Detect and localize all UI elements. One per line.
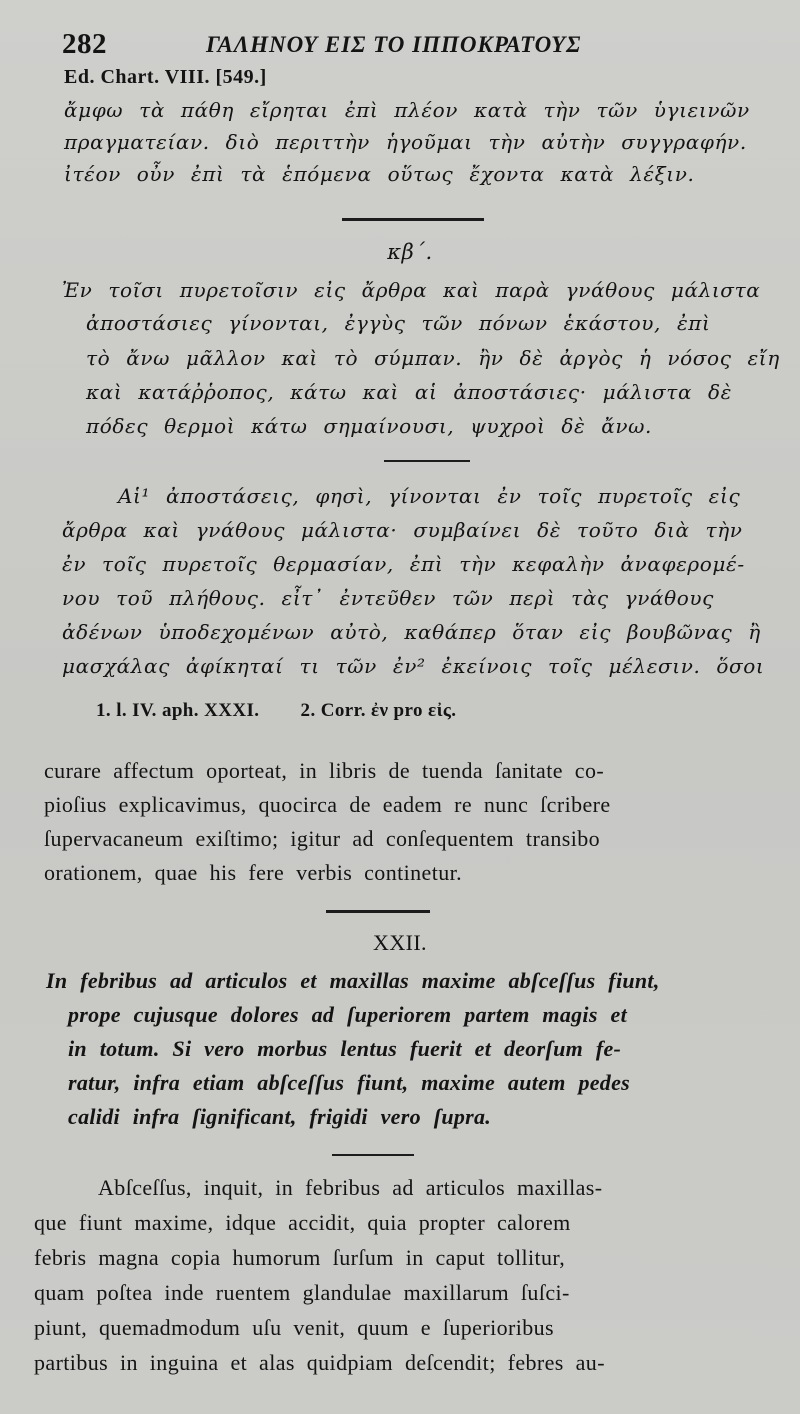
latin-commentary-line: partibus in inguina et alas quidpiam deſcendit; febres au- — [34, 1350, 605, 1375]
latin-intro-line: orationem, quae his fere verbis continetur. — [44, 860, 463, 885]
latin-intro-line: curare affectum oporteat, in libris de tuenda ſanitate co- — [44, 758, 605, 783]
greek-intro-paragraph — [64, 92, 770, 192]
greek-aphorism-line: πόδες θερμοὶ κάτω σημαίνουσι, ψυχροὶ δὲ ἄνω. — [86, 414, 653, 438]
greek-intro-line: ἰτέον οὖν ἐπὶ τὰ ἑπόμενα οὕτως ἔχοντα κατὰ λέξιν. — [64, 162, 695, 186]
greek-aphorism-line: καὶ κατάῤῥοπος, κάτω καὶ αἱ ἀποστάσιες· μάλιστα δὲ — [86, 380, 732, 404]
greek-intro-line: ἄμφω τὰ πάθη εἴρηται ἐπὶ πλέον κατὰ τὴν τῶν ὑγιεινῶν — [64, 98, 750, 122]
latin-aphorism-line: in totum. Si vero morbus lentus fuerit et deorſum fe- — [68, 1036, 622, 1061]
greek-commentary-line: μασχάλας ἀφίκηταί τι τῶν ἐν² ἐκείνοις τοῖς μέλεσιν. ὅσοι — [62, 654, 765, 678]
section-divider — [326, 910, 430, 913]
latin-section-number: XXII. — [373, 930, 427, 955]
greek-aphorism-line: ἀποστάσιες γίνονται, ἐγγὺς τῶν πόνων ἑκάστου, ἐπὶ — [86, 311, 711, 335]
latin-intro-paragraph — [44, 754, 750, 890]
section-divider — [342, 218, 484, 221]
latin-intro-line: ſupervacaneum exiſtimo; igitur ad conſequentem transibo — [44, 826, 601, 851]
edition-reference: Ed. Chart. VIII. [549.] — [64, 66, 267, 88]
section-divider — [384, 460, 470, 462]
greek-aphorism-line: τὸ ἄνω μᾶλλον καὶ τὸ σύμπαν. ἢν δὲ ἀργὸς ἡ νόσος εἴη — [86, 346, 780, 370]
greek-section-number: κβ΄. — [387, 240, 433, 264]
latin-aphorism-line: calidi infra ſignificant, frigidi vero ſupra. — [68, 1104, 492, 1129]
latin-aphorism-line: prope cujusque dolores ad ſuperiorem partem magis et — [68, 1002, 627, 1027]
footnotes — [96, 700, 492, 722]
latin-aphorism-line: In febribus ad articulos et maxillas maxime abſceſſus fiunt, — [46, 968, 660, 993]
running-title: ΓΑΛΗΝΟΥ ΕΙΣ ΤΟ ΙΠΠΟΚΡΑΤΟΥΣ — [206, 32, 582, 57]
greek-commentary-line: νου τοῦ πλήθους. εἶτ᾽ ἐντεῦθεν τῶν περὶ τὰς γνάθους — [62, 586, 714, 610]
latin-commentary-line: que fiunt maxime, idque accidit, quia propter calorem — [34, 1210, 571, 1235]
footnote-1: 1. l. IV. aph. XXXI. — [96, 700, 260, 721]
greek-commentary-line: Αἱ¹ ἀποστάσεις, φησὶ, γίνονται ἐν τοῖς πυρετοῖς εἰς — [118, 484, 741, 508]
page-header — [62, 28, 762, 68]
greek-commentary-line: ἀδένων ὑποδεχομένων αὐτὸ, καθάπερ ὅταν εἰς βουβῶνας ἢ — [62, 620, 761, 644]
greek-intro-line: πραγματείαν. διὸ περιττὴν ἡγοῦμαι τὴν αὐτὴν συγγραφήν. — [64, 130, 747, 154]
latin-commentary-line: quam poſtea inde ruentem glandulae maxillarum ſuſci- — [34, 1280, 570, 1305]
greek-commentary — [62, 478, 768, 684]
greek-commentary-line: ἐν τοῖς πυρετοῖς θερμασίαν, ἐπὶ τὴν κεφαλὴν ἀναφερομέ- — [62, 552, 745, 576]
latin-aphorism — [46, 964, 752, 1134]
section-divider — [332, 1154, 414, 1156]
greek-commentary-line: ἄρθρα καὶ γνάθους μάλιστα· συμβαίνει δὲ τοῦτο διὰ τὴν — [62, 518, 743, 542]
footnote-2: 2. Corr. ἐν pro εἰς. — [300, 700, 457, 721]
latin-aphorism-line: ratur, infra etiam abſceſſus fiunt, maxime autem pedes — [68, 1070, 631, 1095]
greek-aphorism — [62, 272, 780, 444]
latin-commentary-line: Abſceſſus, inquit, in febribus ad articulos maxillas- — [98, 1175, 603, 1200]
latin-intro-line: pioſius explicavimus, quocirca de eadem re nunc ſcribere — [44, 792, 611, 817]
latin-commentary-line: febris magna copia humorum ſurſum in caput tollitur, — [34, 1245, 566, 1270]
greek-aphorism-line: Ἐν τοῖσι πυρετοῖσιν εἰς ἄρθρα καὶ παρὰ γνάθους μάλιστα — [62, 278, 761, 302]
latin-commentary-line: piunt, quemadmodum uſu venit, quum e ſuperioribus — [34, 1315, 554, 1340]
latin-commentary — [34, 1170, 740, 1380]
page-number: 282 — [62, 28, 107, 60]
